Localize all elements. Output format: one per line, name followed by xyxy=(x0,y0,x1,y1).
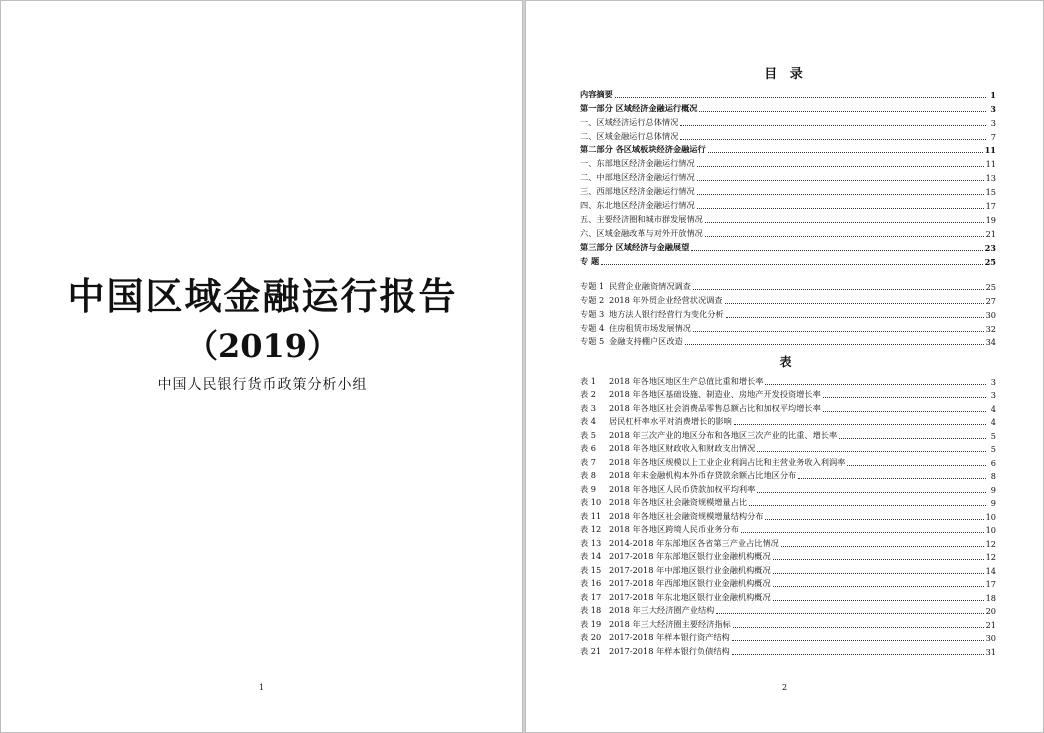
toc-entry-number: 表 9 xyxy=(580,483,596,494)
toc-entry-page: 3 xyxy=(990,390,996,400)
toc-entry[interactable] xyxy=(580,603,996,617)
toc-entry-page: 5 xyxy=(990,430,996,441)
toc-leader-dots xyxy=(781,545,984,547)
toc-entry-title: 一、区域经济运行总体情况 xyxy=(580,116,679,127)
toc-leader-dots xyxy=(773,572,984,574)
toc-entry-page: 25 xyxy=(985,281,996,292)
toc-entry[interactable] xyxy=(580,522,996,536)
toc-leader-dots xyxy=(693,288,984,290)
toc-entry-number: 专题 2 xyxy=(580,294,605,305)
toc-leader-dots xyxy=(697,193,984,195)
toc-entry-title: 2017-2018 年东部地区银行业金融机构概况 xyxy=(609,551,771,561)
toc-leader-dots xyxy=(847,464,986,466)
toc-leader-dots xyxy=(725,302,984,304)
toc-entry-number: 表 17 xyxy=(580,591,602,602)
toc-leader-dots xyxy=(615,96,986,98)
toc-entry-page: 10 xyxy=(985,525,996,535)
toc-leader-dots xyxy=(733,626,984,628)
toc-entry[interactable] xyxy=(580,508,996,522)
toc-leader-dots xyxy=(726,316,984,318)
toc-entry[interactable] xyxy=(580,100,996,114)
toc-entry-title: 2017-2018 年西部地区银行业金融机构概况 xyxy=(609,578,771,588)
toc-entry-page: 20 xyxy=(985,606,996,616)
toc-entry-number: 表 15 xyxy=(580,564,602,575)
toc-leader-dots xyxy=(765,383,986,385)
toc-entry[interactable] xyxy=(580,320,996,334)
special-topics-list xyxy=(580,278,996,347)
toc-entry-number: 表 6 xyxy=(580,443,596,453)
toc-entry-number: 表 2 xyxy=(580,389,596,399)
toc-entry[interactable] xyxy=(580,549,996,563)
toc-entry-title: 一、东部地区经济金融运行情况 xyxy=(580,158,695,169)
toc-entry-title: 2018 年三大经济圈产业结构 xyxy=(609,605,715,615)
toc-leader-dots xyxy=(749,504,986,506)
toc-leader-dots xyxy=(798,477,986,479)
toc-entry-page: 12 xyxy=(985,538,996,549)
toc-entry[interactable] xyxy=(580,211,996,225)
toc-entry[interactable] xyxy=(580,373,996,387)
toc-entry-number: 表 5 xyxy=(580,429,596,440)
tables-heading: 表 xyxy=(779,355,792,369)
toc-entry-title: 四、东北地区经济金融运行情况 xyxy=(580,200,695,211)
toc-leader-dots xyxy=(757,491,986,493)
toc-entry-page: 11 xyxy=(984,145,996,156)
toc-entry[interactable] xyxy=(580,576,996,590)
toc-entry-page: 4 xyxy=(990,417,996,427)
toc-entry[interactable] xyxy=(580,169,996,183)
toc-entry-title: 2017-2018 年样本银行负债结构 xyxy=(609,645,730,656)
toc-entry-title: 2018 年三大经济圈主要经济指标 xyxy=(609,618,731,629)
toc-leader-dots xyxy=(716,612,983,614)
toc-entry[interactable] xyxy=(580,427,996,441)
toc-entry-page: 30 xyxy=(985,309,996,320)
toc-entry-title: 2018 年末金融机构本外币存贷款余额占比地区分布 xyxy=(609,470,797,480)
toc-entry-title: 2018 年各地区财政收入和财政支出情况 xyxy=(609,443,756,453)
toc-entry-page: 25 xyxy=(984,256,996,267)
toc-entry[interactable] xyxy=(580,128,996,142)
report-author: 中国人民银行货币政策分析小组 xyxy=(157,377,368,393)
toc-page xyxy=(525,0,1044,733)
toc-entry-title: 第三部分 区域经济与金融展望 xyxy=(580,241,690,252)
toc-leader-dots xyxy=(773,599,984,601)
main-toc-list xyxy=(580,86,996,267)
toc-entry-page: 31 xyxy=(985,646,996,657)
toc-entry-page: 19 xyxy=(985,214,996,225)
toc-entry-title: 二、区域金融运行总体情况 xyxy=(580,130,679,141)
toc-leader-dots xyxy=(823,410,986,412)
toc-entry-title: 地方法人银行经营行为变化分析 xyxy=(609,308,724,319)
toc-leader-dots xyxy=(839,437,986,439)
toc-entry-number: 表 12 xyxy=(580,524,602,534)
toc-entry[interactable] xyxy=(580,225,996,239)
toc-entry[interactable] xyxy=(580,589,996,603)
toc-entry[interactable] xyxy=(580,197,996,211)
toc-entry[interactable] xyxy=(580,239,996,253)
toc-leader-dots xyxy=(697,207,984,209)
toc-entry-title: 2018 年各地区社会融资规模增量占比 xyxy=(609,497,748,507)
toc-entry[interactable] xyxy=(580,114,996,128)
toc-entry[interactable] xyxy=(580,387,996,401)
toc-entry-number: 表 3 xyxy=(580,402,596,413)
toc-entry-number: 专题 1 xyxy=(580,280,605,291)
toc-entry-page: 1 xyxy=(990,89,996,100)
toc-leader-dots xyxy=(823,396,986,398)
toc-entry-title: 第二部分 各区域板块经济金融运行 xyxy=(580,144,706,155)
toc-leader-dots xyxy=(685,343,984,345)
toc-entry[interactable] xyxy=(580,306,996,320)
toc-leader-dots xyxy=(697,165,984,167)
toc-entry-number: 表 8 xyxy=(580,470,596,480)
toc-leader-dots xyxy=(705,221,984,223)
toc-entry-title: 2018 年各地区基础设施、制造业、房地产开发投资增长率 xyxy=(609,389,821,399)
report-title: 中国区域金融运行报告 xyxy=(67,274,458,318)
toc-entry-number: 专题 4 xyxy=(580,322,605,333)
toc-entry-page: 12 xyxy=(985,552,996,562)
toc-entry-title: 金融支持棚户区改造 xyxy=(609,336,683,347)
toc-entry-title: 二、中部地区经济金融运行情况 xyxy=(580,172,695,183)
toc-entry-title: 2017-2018 年样本银行资产结构 xyxy=(609,632,730,642)
toc-entry-page: 3 xyxy=(990,103,996,114)
page-number: 2 xyxy=(781,683,788,692)
toc-entry[interactable] xyxy=(580,86,996,100)
toc-entry-title: 居民杠杆率水平对消费增长的影响 xyxy=(609,416,732,426)
toc-entry[interactable] xyxy=(580,292,996,306)
toc-entry[interactable] xyxy=(580,468,996,482)
toc-entry-title: 2018 年各地区地区生产总值比重和增长率 xyxy=(609,375,764,386)
toc-entry-page: 32 xyxy=(985,323,996,334)
toc-entry[interactable] xyxy=(580,495,996,509)
toc-entry-number: 表 1 xyxy=(580,375,596,386)
toc-entry-page: 23 xyxy=(984,242,996,253)
toc-leader-dots xyxy=(699,110,986,112)
toc-entry-title: 第一部分 区域经济金融运行概况 xyxy=(580,102,698,113)
toc-entry-number: 专题 3 xyxy=(580,308,605,319)
toc-entry-title: 2018 年三次产业的地区分布和各地区三次产业的比重、增长率 xyxy=(609,429,838,440)
toc-leader-dots xyxy=(741,531,984,533)
toc-entry-page: 5 xyxy=(990,444,996,454)
toc-entry-title: 六、区域金融改革与对外开放情况 xyxy=(580,227,703,238)
toc-entry-number: 表 14 xyxy=(580,551,602,561)
toc-entry-title: 住房租赁市场发展情况 xyxy=(609,322,691,333)
toc-entry-title: 三、西部地区经济金融运行情况 xyxy=(580,186,695,197)
toc-entry-page: 21 xyxy=(985,228,996,239)
toc-leader-dots xyxy=(680,124,986,126)
toc-entry-number: 表 21 xyxy=(580,645,602,656)
toc-entry-page: 9 xyxy=(990,484,996,495)
toc-entry-page: 17 xyxy=(985,201,996,212)
toc-entry-number: 表 11 xyxy=(580,510,602,521)
toc-entry[interactable] xyxy=(580,334,996,348)
toc-entry-title: 2018 年各地区规模以上工业企业利润占比和主营业务收入利润率 xyxy=(609,456,846,467)
toc-entry[interactable] xyxy=(580,562,996,576)
toc-entry-page: 8 xyxy=(990,471,996,481)
toc-entry-number: 专题 5 xyxy=(580,336,605,347)
toc-entry-number: 表 19 xyxy=(580,618,602,629)
toc-entry[interactable] xyxy=(580,414,996,428)
report-year: （2019） xyxy=(185,327,340,365)
toc-entry-page: 17 xyxy=(985,579,996,589)
toc-entry-number: 表 16 xyxy=(580,578,602,588)
toc-entry[interactable] xyxy=(580,441,996,455)
toc-entry-page: 27 xyxy=(985,295,996,306)
toc-leader-dots xyxy=(732,639,984,641)
toc-entry-page: 30 xyxy=(985,633,996,643)
toc-entry-page: 10 xyxy=(985,511,996,522)
tables-list xyxy=(580,373,996,657)
toc-leader-dots xyxy=(757,450,986,452)
toc-entry-title: 2018 年各地区社会消费品零售总额占比和加权平均增长率 xyxy=(609,402,821,413)
toc-leader-dots xyxy=(601,263,982,265)
toc-entry-page: 4 xyxy=(990,403,996,414)
toc-leader-dots xyxy=(708,151,983,153)
toc-leader-dots xyxy=(773,585,984,587)
toc-entry-page: 9 xyxy=(990,498,996,508)
toc-entry[interactable] xyxy=(580,278,996,292)
toc-entry-number: 表 4 xyxy=(580,416,596,426)
toc-entry[interactable] xyxy=(580,481,996,495)
toc-entry-title: 五、主要经济圈和城市群发展情况 xyxy=(580,213,703,224)
toc-leader-dots xyxy=(765,518,983,520)
toc-entry[interactable] xyxy=(580,253,996,267)
toc-entry-title: 内容摘要 xyxy=(580,88,613,99)
toc-entry-title: 2018 年各地区人民币贷款加权平均利率 xyxy=(609,483,756,494)
toc-leader-dots xyxy=(697,179,984,181)
toc-leader-dots xyxy=(773,558,984,560)
toc-leader-dots xyxy=(680,138,986,140)
toc-entry-page: 34 xyxy=(985,337,996,348)
toc-entry-title: 2017-2018 年东北地区银行业金融机构概况 xyxy=(609,591,771,602)
toc-entry[interactable] xyxy=(580,155,996,169)
toc-entry-title: 2018 年各地区跨境人民币业务分布 xyxy=(609,524,739,534)
toc-entry-title: 2017-2018 年中部地区银行业金融机构概况 xyxy=(609,564,771,575)
toc-entry[interactable] xyxy=(580,142,996,156)
toc-entry-title: 2018 年外贸企业经营状况调查 xyxy=(609,294,723,305)
toc-entry-page: 14 xyxy=(985,565,996,576)
toc-entry-title: 2014-2018 年东部地区各省第三产业占比情况 xyxy=(609,537,779,548)
toc-entry[interactable] xyxy=(580,643,996,657)
toc-entry-number: 表 20 xyxy=(580,632,602,642)
toc-entry-page: 11 xyxy=(985,159,996,170)
toc-entry[interactable] xyxy=(580,616,996,630)
toc-heading: 目 录 xyxy=(764,67,807,82)
toc-entry-number: 表 18 xyxy=(580,605,602,615)
toc-entry-number: 表 7 xyxy=(580,456,596,467)
toc-entry-page: 18 xyxy=(985,592,996,603)
toc-entry[interactable] xyxy=(580,454,996,468)
toc-entry-page: 3 xyxy=(990,117,996,128)
toc-entry[interactable] xyxy=(580,183,996,197)
toc-entry[interactable] xyxy=(580,630,996,644)
page-number: 1 xyxy=(258,683,265,692)
toc-leader-dots xyxy=(734,423,986,425)
toc-entry-page: 15 xyxy=(985,187,996,198)
toc-entry-page: 7 xyxy=(990,131,996,142)
toc-entry-number: 表 13 xyxy=(580,537,602,548)
toc-leader-dots xyxy=(691,249,982,251)
toc-entry-page: 3 xyxy=(990,376,996,387)
toc-entry-page: 6 xyxy=(990,457,996,468)
toc-entry-page: 13 xyxy=(985,173,996,184)
toc-entry-title: 2018 年各地区社会融资规模增量结构分布 xyxy=(609,510,764,521)
toc-entry-title: 民营企业融资情况调查 xyxy=(609,280,691,291)
toc-leader-dots xyxy=(693,330,984,332)
toc-leader-dots xyxy=(705,235,984,237)
toc-entry[interactable] xyxy=(580,535,996,549)
toc-entry-title: 专 题 xyxy=(580,255,600,266)
toc-entry-page: 21 xyxy=(985,619,996,630)
toc-leader-dots xyxy=(732,653,984,655)
toc-entry-number: 表 10 xyxy=(580,497,602,507)
toc-entry[interactable] xyxy=(580,400,996,414)
